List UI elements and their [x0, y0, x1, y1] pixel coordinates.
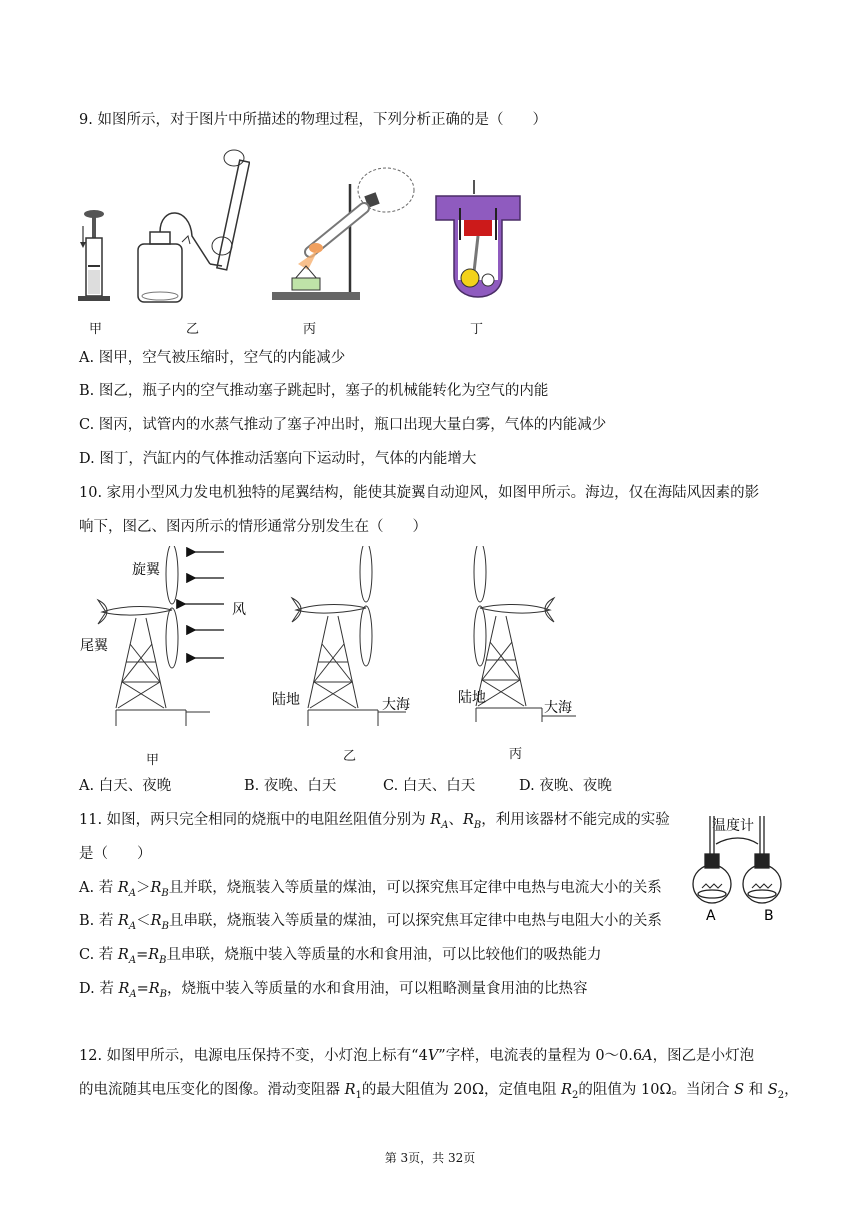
sea-label-yi: 大海	[382, 697, 410, 713]
wind-label: 风	[232, 602, 246, 618]
tail-label: 尾翼	[80, 638, 108, 654]
rotor-label: 旋翼	[132, 562, 160, 578]
q10-wind-turbine-figure	[76, 546, 596, 732]
thermometer-label: 温度计	[712, 818, 754, 834]
turbine-yi	[272, 546, 410, 726]
q12-line2: 的电流随其电压变化的图像。滑动变阻器 $R_1$的最大阻值为 20Ω，定值电阻 $R_2$的阻值为 10Ω。当闭合 S 和 $S_2$，	[79, 1082, 799, 1101]
q9-fig-yi-label: 乙	[186, 322, 200, 337]
q9-option-b: B. 图乙，瓶子内的空气推动塞子跳起时，塞子的机械能转化为空气的内能	[79, 383, 549, 399]
flask-a-label: A	[706, 908, 716, 924]
q11-flask-figure	[690, 810, 790, 928]
land-label-bing: 陆地	[458, 690, 486, 706]
sea-label-bing: 大海	[544, 700, 572, 716]
q9-option-a: A. 图甲，空气被压缩时，空气的内能减少	[79, 350, 346, 366]
q9-fig-yi-bottle-pump	[130, 146, 250, 308]
q12-line1: 12. 如图甲所示，电源电压保持不变，小灯泡上标有“4V”字样，电流表的量程为 0～0.6A，图乙是小灯泡	[79, 1048, 755, 1064]
q11-option-c: C. 若 $R_A=R_B$且串联，烧瓶中装入等质量的水和食用油，可以比较他们的吸热能力	[79, 947, 602, 966]
flask-b-label: B	[764, 908, 774, 924]
q11-option-b: B. 若 $R_A<R_B$且串联，烧瓶装入等质量的煤油，可以探究焦耳定律中电热与电阻大小的关系	[79, 913, 662, 932]
q9-fig-jia-label: 甲	[89, 322, 103, 337]
q11-stem-line2: 是（ ）	[79, 846, 152, 862]
turbine-bing	[458, 546, 576, 722]
turbine-jia	[80, 546, 246, 726]
q10-stem-line2: 响下，图乙、图丙所示的情形通常分别发生在（ ）	[79, 519, 427, 535]
q11-stem-line1: 11. 如图，两只完全相同的烧瓶中的电阻丝阻值分别为 $R_A$、$R_B$，利用该器材不能完成的实验	[79, 812, 670, 831]
land-label-yi: 陆地	[272, 692, 300, 708]
q9-option-d: D. 图丁，汽缸内的气体推动活塞向下运动时，气体的内能增大	[79, 451, 477, 467]
q11-option-a: A. 若 $R_A>R_B$且并联，烧瓶装入等质量的煤油，可以探究焦耳定律中电热与电流大小的关系	[79, 880, 662, 899]
q9-fig-jia-compression-cylinder	[76, 208, 112, 308]
q10-option-a: A. 白天、夜晚	[79, 778, 172, 794]
q10-option-c: C. 白天、白天	[383, 778, 476, 794]
q9-stem: 9. 如图所示，对于图片中所描述的物理过程，下列分析正确的是（ ）	[79, 112, 547, 128]
q9-fig-ding-engine-cylinder	[430, 180, 526, 310]
q10-stem-line1: 10. 家用小型风力发电机独特的尾翼结构，能使其旋翼自动迎风，如图甲所示。海边，仅在海陆风因素的影	[79, 485, 760, 501]
q9-fig-bing-label: 丙	[303, 322, 317, 337]
page-footer: 第 3页，共 32页	[384, 1151, 476, 1165]
q9-fig-ding-label: 丁	[470, 322, 484, 337]
q10-option-b: B. 夜晚、白天	[244, 778, 337, 794]
q10-option-d: D. 夜晚、夜晚	[519, 778, 612, 794]
q9-option-c: C. 图丙，试管内的水蒸气推动了塞子冲出时，瓶口出现大量白雾，气体的内能减少	[79, 417, 607, 433]
q10-fig-jia-label: 甲	[146, 753, 160, 768]
q10-fig-bing-label: 丙	[509, 747, 523, 762]
q10-fig-yi-label: 乙	[343, 749, 357, 764]
q11-option-d: D. 若 $R_A=R_B$，烧瓶中装入等质量的水和食用油，可以粗略测量食用油的比热容	[79, 981, 588, 1000]
q9-fig-bing-test-tube-stand	[268, 160, 418, 306]
